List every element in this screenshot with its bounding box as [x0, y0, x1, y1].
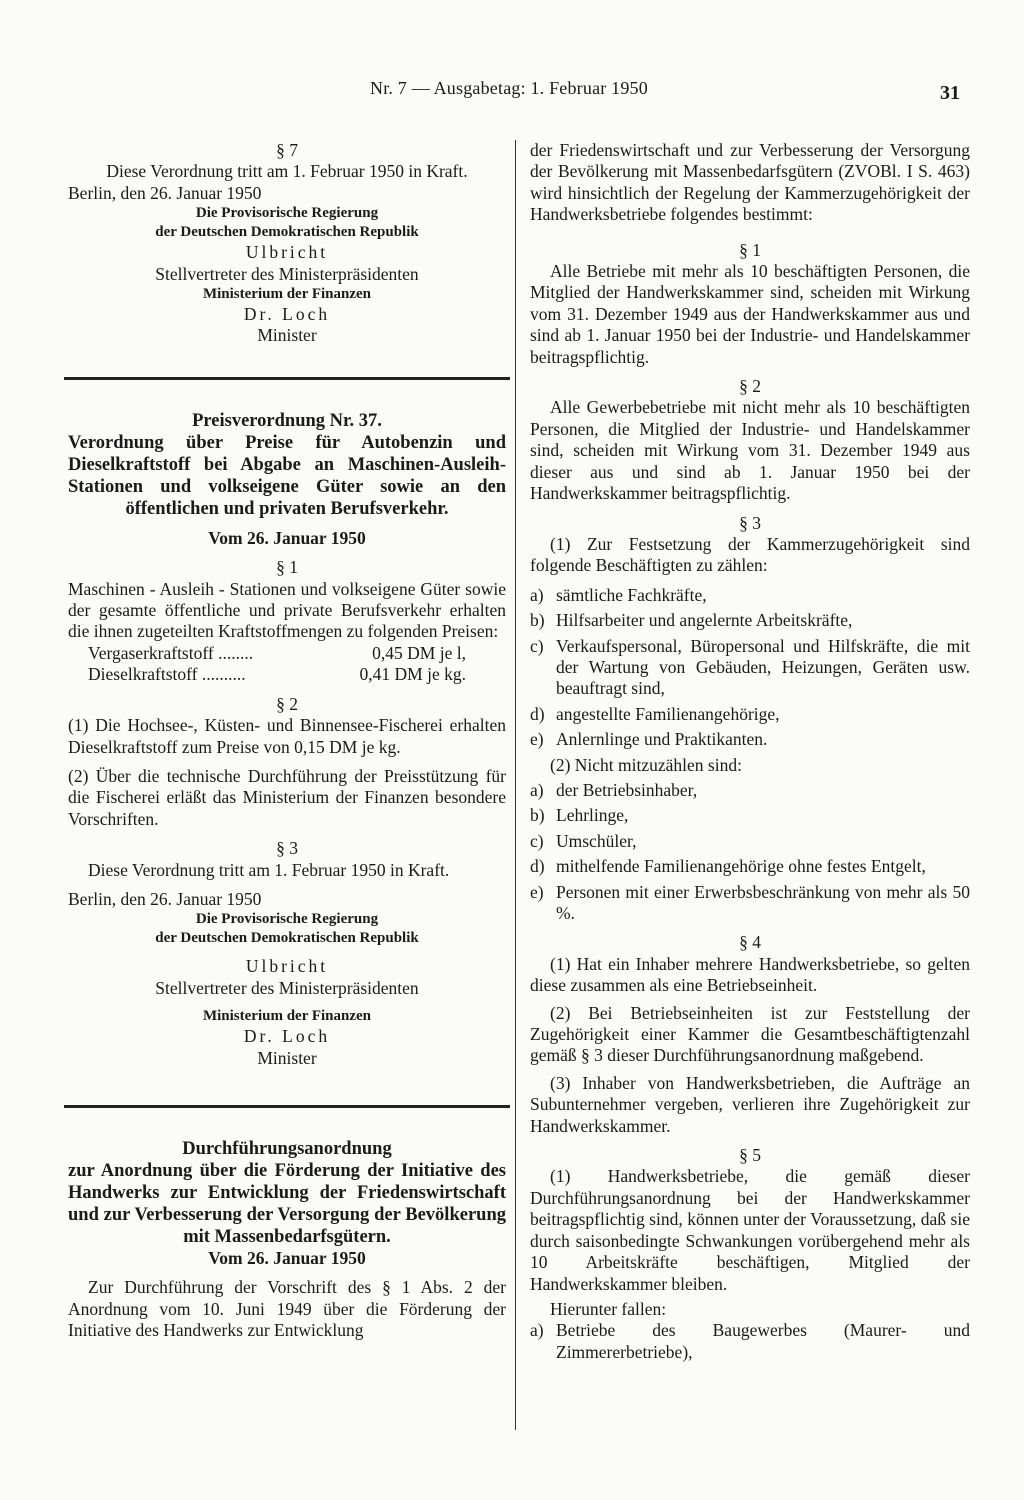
list-text: Anlernlinge und Praktikanten.: [556, 729, 768, 750]
left-column: [68, 140, 506, 1342]
list-text: Umschüler,: [556, 830, 637, 851]
government-line-1: Die Provisorische Regierung: [195, 911, 379, 928]
ministry-name: Ministerium der Finanzen: [202, 1008, 372, 1025]
ordinance-subtitle: Verordnung über Preise für Autobenzin und Dieselkraftstoff bei Abgabe an Maschinen-Ausleih-Stationen und volkseigene Güter sowie an den öffentlichen und privaten Berufsverkehr.: [68, 432, 506, 519]
paragraph: (1) Die Hochsee-, Küsten- und Binnensee-Fischerei erhalten Dieselkraftstoff zum Preise von 0,15 DM je kg.: [68, 715, 506, 757]
paragraph: Diese Verordnung tritt am 1. Februar 1950 in Kraft.: [88, 859, 450, 880]
minister-role: Minister: [257, 1047, 317, 1068]
price-value: 0,41 DM je kg.: [359, 664, 466, 685]
list-text: der Betriebsinhaber,: [556, 779, 698, 800]
paragraph: der Friedenswirtschaft und zur Verbesserung der Versorgung der Bevölkerung mit Massenbedarfsgütern (ZVOBl. I S. 463) wird hinsichtlich der Regelung der Kammerzugehörigkeit der Handwerksbetriebe folgendes bestimmt:: [530, 140, 970, 225]
government-line-1: Die Provisorische Regierung: [195, 205, 379, 222]
list-text: sämtliche Fachkräfte,: [556, 584, 707, 605]
list-item: [530, 704, 970, 725]
list-label: a): [530, 779, 544, 800]
list-label: c): [530, 830, 544, 851]
list-label: a): [530, 584, 544, 605]
minister-name: Dr. Loch: [243, 1026, 331, 1047]
list-item: [530, 1320, 970, 1363]
list-item: [530, 780, 970, 801]
section-heading: § 7: [276, 140, 298, 160]
implementation-date: Vom 26. Januar 1950: [208, 1247, 366, 1268]
paragraph: Alle Gewerbebetriebe mit nicht mehr als 10 beschäftigten Personen, die Mitglied der Industrie- und Handelskammer sind, scheiden mit Wirkung vom 31. Dezember 1949 aus dieser aus und sind ab 1. Januar 1950 bei der Handwerkskammer beitragspflichtig.: [530, 397, 970, 504]
paragraph: Zur Durchführung der Vorschrift des § 1 Abs. 2 der Anordnung vom 10. Juni 1949 über die Förderung der Initiative des Handwerks zur Entwicklung: [68, 1277, 506, 1341]
exclusion-list: [530, 780, 970, 924]
paragraph: (1) Hat ein Inhaber mehrere Handwerksbetriebe, so gelten diese zusammen als eine Betriebseinheit.: [530, 953, 970, 996]
section-heading: § 4: [739, 932, 761, 953]
price-row: [68, 643, 506, 664]
section-heading: § 1: [276, 557, 298, 578]
paragraph: (1) Handwerksbetriebe, die gemäß dieser Durchführungsanordnung bei der Handwerkskammer beitragspflichtig sind, können unter der Voraussetzung, daß sie durch saisonbedingte Schwankungen vorübergehend mehr als 10 Arbeitskräfte beschäftigen, Mitglied der Handwerkskammer bleiben.: [530, 1166, 970, 1294]
count-list: [530, 585, 970, 751]
horizontal-rule: [64, 377, 510, 380]
implementation-title: Durchführungsanordnung: [182, 1138, 392, 1159]
place-date: Berlin, den 26. Januar 1950: [68, 182, 262, 203]
section-heading: § 5: [739, 1145, 761, 1166]
ministry-name: Ministerium der Finanzen: [202, 286, 372, 303]
list-text: mithelfende Familienangehörige ohne festes Entgelt,: [556, 856, 926, 877]
list-text: angestellte Familienangehörige,: [556, 703, 780, 724]
minister-role: Minister: [257, 325, 317, 346]
list-label: a): [530, 1320, 544, 1341]
list-item: [530, 831, 970, 852]
list-item: [530, 585, 970, 606]
list-label: b): [530, 805, 545, 826]
place-date: Berlin, den 26. Januar 1950: [68, 888, 262, 909]
minister-name: Dr. Loch: [243, 304, 331, 325]
list-text: Verkaufspersonal, Büropersonal und Hilfskräfte, die mit der Wartung von Gebäuden, Heizungen, Geräten usw. beauftragt sind,: [556, 635, 970, 699]
price-value: 0,45 DM je l,: [372, 642, 466, 663]
list-text: Personen mit einer Erwerbsbeschränkung von mehr als 50 %.: [556, 881, 970, 923]
right-column: [530, 140, 970, 1363]
paragraph: (2) Nicht mitzuzählen sind:: [550, 754, 742, 775]
issue-line: Nr. 7 — Ausgabetag: 1. Februar 1950: [370, 78, 648, 98]
list-label: e): [530, 729, 544, 750]
list-label: d): [530, 703, 545, 724]
page-number: 31: [940, 82, 960, 104]
list-label: c): [530, 635, 544, 656]
list-item: [530, 636, 970, 700]
list-label: b): [530, 610, 545, 631]
list-text: Hilfsarbeiter und angelernte Arbeitskräfte,: [556, 610, 853, 631]
signatory-role: Stellvertreter des Ministerpräsidenten: [155, 977, 419, 998]
paragraph: Hierunter fallen:: [550, 1298, 667, 1319]
list-item: [530, 805, 970, 826]
implementation-subtitle: zur Anordnung über die Förderung der Initiative des Handwerks zur Entwicklung der Friedenswirtschaft und zur Verbesserung der Versorgung der Bevölkerung mit Massenbedarfsgütern.: [68, 1160, 506, 1247]
price-label: Vergaserkraftstoff ........: [88, 642, 254, 663]
list-label: d): [530, 856, 545, 877]
signatory-role: Stellvertreter des Ministerpräsidenten: [155, 263, 419, 284]
list-text: Betriebe des Baugewerbes (Maurer- und Zimmererbetriebe),: [556, 1320, 970, 1362]
section-heading: § 3: [739, 512, 761, 533]
list-item: [530, 856, 970, 877]
ordinance-title: Preisverordnung Nr. 37.: [192, 410, 382, 431]
section-heading: § 3: [276, 838, 298, 859]
price-label: Dieselkraftstoff ..........: [88, 664, 246, 685]
section-heading: § 2: [276, 693, 298, 714]
section-heading: § 2: [739, 376, 761, 397]
list-item: [530, 882, 970, 925]
page-header: [0, 78, 1024, 102]
effective-text: Diese Verordnung tritt am 1. Februar 1950 in Kraft.: [106, 161, 468, 182]
horizontal-rule: [64, 1105, 510, 1108]
paragraph: (2) Über die technische Durchführung der Preisstützung für die Fischerei erläßt das Ministerium der Finanzen besondere Vorschriften.: [68, 765, 506, 829]
list-text: Lehrlinge,: [556, 805, 629, 826]
list-label: e): [530, 881, 544, 902]
price-row: [68, 664, 506, 685]
list-item: [530, 729, 970, 750]
section-heading: § 1: [739, 239, 761, 260]
column-divider: [515, 140, 516, 1430]
paragraph: Alle Betriebe mit mehr als 10 beschäftigten Personen, die Mitglied der Handwerkskammer sind, scheiden mit Wirkung vom 31. Dezember 1949 aus der Handwerkskammer aus und sind ab 1. Januar 1950 bei der Industrie- und Handelskammer beitragspflichtig.: [530, 261, 970, 367]
paragraph: (2) Bei Betriebseinheiten ist zur Feststellung der Zugehörigkeit einer Kammer die Gesamtbeschäftigtenzahl gemäß § 3 dieser Durchführungsanordnung maßgebend.: [530, 1002, 970, 1066]
ordinance-date: Vom 26. Januar 1950: [208, 527, 366, 548]
list-item: [530, 610, 970, 631]
signatory-name: Ulbricht: [245, 242, 329, 263]
paragraph: (3) Inhaber von Handwerksbetrieben, die Aufträge an Subunternehmer vergeben, verlieren ihre Zugehörigkeit zur Handwerkskammer.: [530, 1072, 970, 1136]
government-line-2: der Deutschen Demokratischen Republik: [155, 224, 419, 241]
paragraph: Maschinen - Ausleih - Stationen und volkseigene Güter sowie der gesamte öffentliche und private Berufsverkehr erhalten die ihnen zugeteilten Kraftstoffmengen zu folgenden Preisen:: [68, 578, 506, 642]
paragraph: (1) Zur Festsetzung der Kammerzugehörigkeit sind folgende Beschäftigten zu zählen:: [530, 533, 970, 576]
signatory-name: Ulbricht: [245, 956, 329, 977]
government-line-2: der Deutschen Demokratischen Republik: [155, 930, 419, 947]
